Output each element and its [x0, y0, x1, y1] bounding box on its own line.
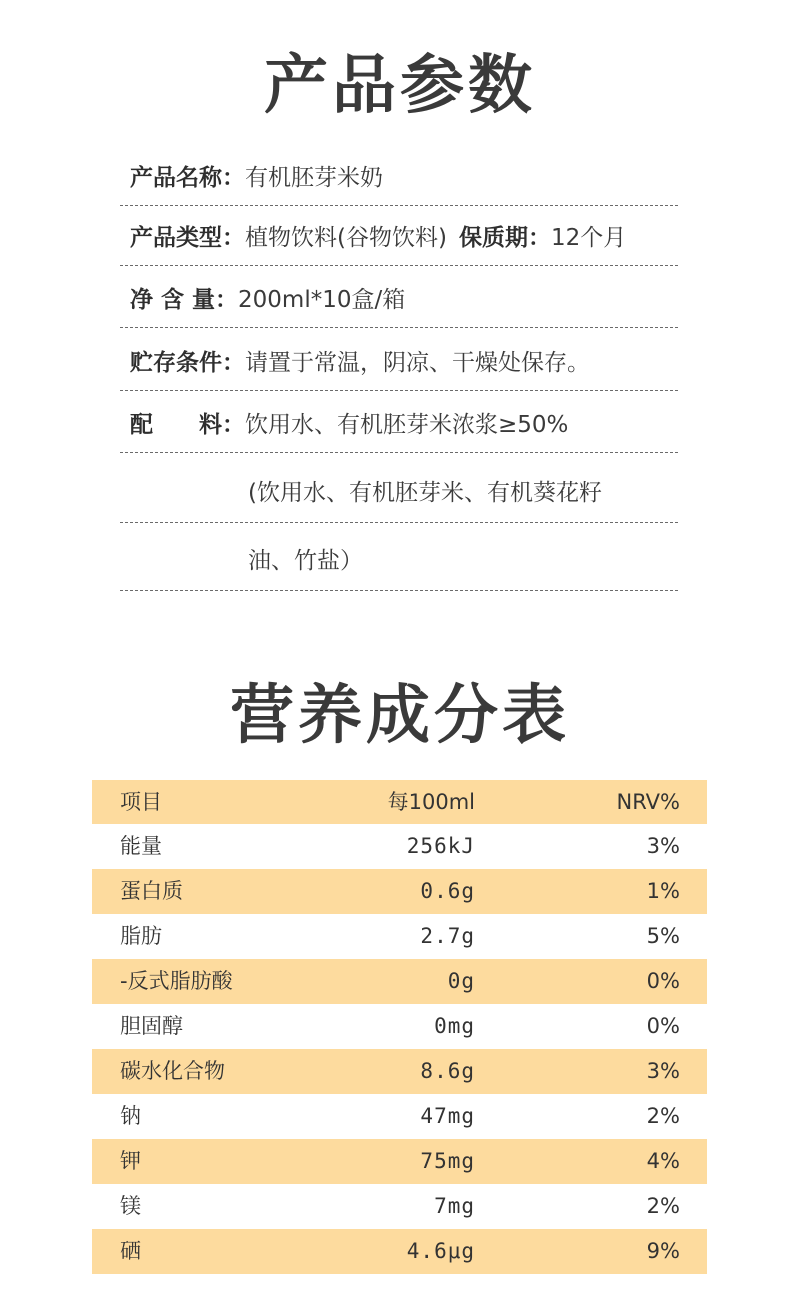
nutrient-name: 蛋白质 — [120, 879, 183, 903]
nutrient-amount: 7mg — [434, 1194, 475, 1218]
nutrient-amount: 75mg — [420, 1149, 475, 1173]
param-value: 饮用水、有机胚芽米浓浆≥50% — [245, 412, 569, 438]
shelf-life-label: 保质期： — [458, 225, 551, 251]
nutrient-amount: 47mg — [420, 1104, 475, 1128]
nutrient-nrv: 1% — [646, 879, 680, 903]
nutrient-nrv: 2% — [646, 1104, 680, 1128]
table-header-row — [92, 780, 707, 824]
nutrient-nrv: 0% — [646, 1014, 680, 1038]
param-label: 净 含 量： — [130, 287, 239, 313]
param-row-name — [120, 144, 678, 206]
table-row — [92, 1049, 707, 1094]
header-nrv: NRV% — [616, 790, 680, 814]
nutrient-name: 硒 — [120, 1239, 141, 1263]
nutrient-amount: 8.6g — [420, 1059, 475, 1083]
table-row — [92, 824, 707, 869]
nutrient-name: 能量 — [120, 834, 162, 858]
nutrient-name: 钠 — [120, 1104, 141, 1128]
nutrient-amount: 0mg — [434, 1014, 475, 1038]
nutrient-nrv: 5% — [646, 924, 680, 948]
param-value: 200ml*10盒/箱 — [238, 287, 406, 313]
nutrient-amount: 0g — [447, 969, 475, 993]
param-label: 产品类型： — [130, 225, 245, 251]
param-row-ingredients — [120, 390, 678, 453]
param-value: 请置于常温，阴凉、干燥处保存。 — [245, 350, 590, 376]
header-item: 项目 — [120, 790, 162, 814]
nutrient-name: 碳水化合物 — [120, 1059, 225, 1083]
nutrition-table — [92, 780, 707, 1274]
nutrient-amount: 4.6μg — [406, 1239, 475, 1263]
ingredients-continued-1 — [120, 452, 678, 523]
nutrient-name: 脂肪 — [120, 924, 162, 948]
table-row — [92, 1184, 707, 1229]
table-row — [92, 1139, 707, 1184]
ingredients-line: 油、竹盐） — [248, 548, 363, 574]
table-row — [92, 1229, 707, 1274]
param-label: 产品名称： — [130, 165, 245, 191]
nutrient-name: 镁 — [120, 1194, 141, 1218]
nutrient-nrv: 9% — [646, 1239, 680, 1263]
table-row — [92, 959, 707, 1004]
nutrient-amount: 256kJ — [406, 834, 475, 858]
nutrient-name: 胆固醇 — [120, 1014, 183, 1038]
nutrient-nrv: 0% — [646, 969, 680, 993]
nutrient-nrv: 3% — [646, 834, 680, 858]
param-row-type — [120, 205, 678, 266]
param-row-storage — [120, 327, 678, 391]
table-row — [92, 869, 707, 914]
param-row-net-content — [120, 265, 678, 328]
header-amount: 每100ml — [387, 790, 475, 814]
ingredients-line: (饮用水、有机胚芽米、有机葵花籽 — [248, 480, 602, 506]
shelf-life-value: 12个月 — [550, 225, 627, 251]
param-label: 配 料： — [130, 412, 245, 438]
table-row — [92, 1004, 707, 1049]
product-params-title: 产品参数 — [264, 49, 536, 123]
nutrient-nrv: 4% — [646, 1149, 680, 1173]
nutrient-name: 钾 — [120, 1149, 141, 1173]
nutrient-nrv: 3% — [646, 1059, 680, 1083]
nutrient-nrv: 2% — [646, 1194, 680, 1218]
table-row — [92, 914, 707, 959]
nutrition-facts-title: 营养成分表 — [230, 679, 570, 753]
param-label: 贮存条件： — [130, 350, 245, 376]
nutrient-amount: 2.7g — [420, 924, 475, 948]
ingredients-continued-2 — [120, 522, 678, 591]
table-row — [92, 1094, 707, 1139]
param-value: 有机胚芽米奶 — [245, 165, 383, 191]
nutrient-name: -反式脂肪酸 — [120, 969, 233, 993]
param-value: 植物饮料(谷物饮料) — [245, 225, 447, 251]
nutrient-amount: 0.6g — [420, 879, 475, 903]
